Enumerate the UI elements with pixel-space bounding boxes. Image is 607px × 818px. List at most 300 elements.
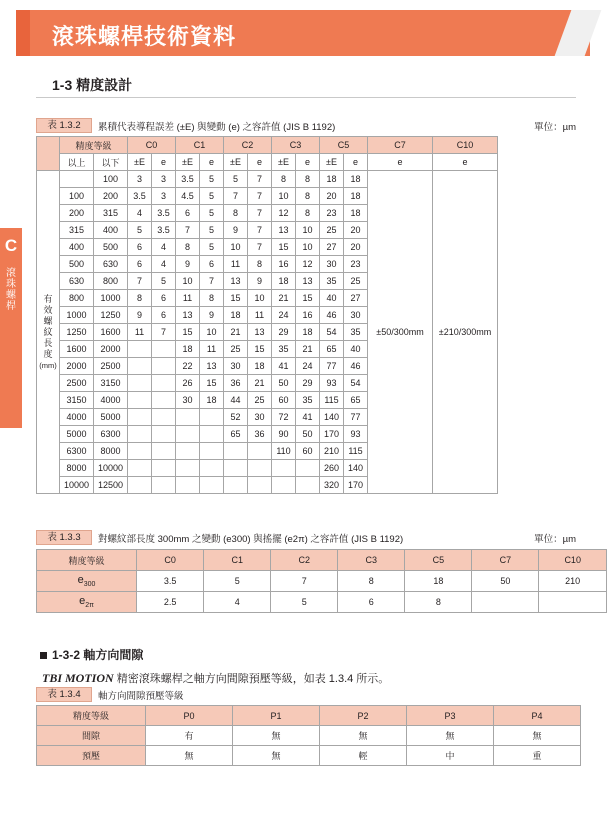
cell-to: 400 (94, 222, 128, 239)
table-132-subhdr: ±E (128, 154, 152, 171)
cell: 60 (296, 443, 320, 460)
cell (128, 443, 152, 460)
table-132-caption: 累積代表導程誤差 (±E) 與變動 (e) 之容許值 (JIS B 1192) (98, 122, 336, 133)
cell: 18 (272, 273, 296, 290)
table-134 (36, 705, 581, 766)
table-133-row-label-e300 (37, 571, 137, 592)
cell: 25 (248, 392, 272, 409)
cell: 50 (472, 571, 539, 592)
cell: 18 (344, 171, 368, 188)
cell: 30 (344, 307, 368, 324)
cell: 8 (128, 290, 152, 307)
table-133-caption-row (36, 530, 576, 545)
cell: 140 (320, 409, 344, 426)
table-134-tag: 表 1.3.4 (36, 687, 92, 702)
header-accent-bar (16, 10, 30, 56)
cell: 8 (200, 290, 224, 307)
cell: 無 (146, 746, 233, 766)
cell: 5 (271, 592, 338, 613)
table-133-grade-c1: C1 (204, 550, 271, 571)
table-133 (36, 549, 607, 613)
cell: 12 (272, 205, 296, 222)
cell: 8 (296, 205, 320, 222)
table-132-grade-c3: C3 (272, 137, 320, 154)
cell: 13 (224, 273, 248, 290)
cell-from: 630 (60, 273, 94, 290)
cell: 8 (296, 188, 320, 205)
cell (176, 409, 200, 426)
cell-from: 100 (60, 188, 94, 205)
row-label-char: 效 (43, 304, 53, 315)
cell: 50 (272, 375, 296, 392)
table-134-grade-p0: P0 (146, 706, 233, 726)
cell (248, 443, 272, 460)
cell: 15 (296, 290, 320, 307)
cell (200, 460, 224, 477)
cell: 44 (224, 392, 248, 409)
cell: 10 (272, 188, 296, 205)
cell: 16 (296, 307, 320, 324)
cell: 13 (272, 222, 296, 239)
cell: 5 (200, 222, 224, 239)
cell: 18 (344, 205, 368, 222)
cell: 3.5 (137, 571, 204, 592)
cell (224, 477, 248, 494)
cell-to: 1250 (94, 307, 128, 324)
table-132-subhdr: e (433, 154, 498, 171)
cell: 21 (224, 324, 248, 341)
cell (152, 409, 176, 426)
cell: 6 (128, 239, 152, 256)
table-row (37, 171, 498, 188)
table-132-subhdr: e (200, 154, 224, 171)
cell: 18 (248, 358, 272, 375)
table-133-grade-label: 精度等級 (37, 550, 137, 571)
cell-to: 1000 (94, 290, 128, 307)
cell: 7 (248, 222, 272, 239)
cell: 無 (407, 726, 494, 746)
cell (176, 460, 200, 477)
cell-from: 8000 (60, 460, 94, 477)
table-132-subhdr: e (152, 154, 176, 171)
cell: 18 (320, 171, 344, 188)
bullet-square-icon (40, 652, 47, 659)
cell: 25 (224, 341, 248, 358)
cell: 9 (128, 307, 152, 324)
cell: 6 (128, 256, 152, 273)
cell (296, 477, 320, 494)
row-label-char: (mm) (39, 360, 57, 370)
cell: 10 (224, 239, 248, 256)
row-label-symbol: e (79, 595, 86, 608)
table-132-subhdr: ±E (176, 154, 200, 171)
cell: 7 (248, 188, 272, 205)
cell: 140 (344, 460, 368, 477)
cell: 30 (248, 409, 272, 426)
cell-to: 100 (94, 171, 128, 188)
table-132-grade-c10: C10 (433, 137, 498, 154)
table-row (37, 726, 581, 746)
table-133-grade-c3: C3 (338, 550, 405, 571)
cell (472, 592, 539, 613)
cell (272, 460, 296, 477)
cell: 18 (200, 392, 224, 409)
cell (128, 341, 152, 358)
cell: 18 (176, 341, 200, 358)
cell: 7 (200, 273, 224, 290)
cell: 4.5 (176, 188, 200, 205)
row-label-symbol: e (77, 574, 84, 587)
cell-from: 400 (60, 239, 94, 256)
cell: 5 (200, 171, 224, 188)
cell: 65 (224, 426, 248, 443)
cell: 93 (320, 375, 344, 392)
cell: 5 (200, 239, 224, 256)
cell: 93 (344, 426, 368, 443)
cell-to: 2500 (94, 358, 128, 375)
cell: 11 (248, 307, 272, 324)
cell-to: 6300 (94, 426, 128, 443)
cell: 2.5 (137, 592, 204, 613)
cell: 22 (176, 358, 200, 375)
cell: 4 (152, 239, 176, 256)
cell (272, 477, 296, 494)
cell: 170 (320, 426, 344, 443)
side-tab-letter: C (4, 236, 18, 255)
cell: 5 (204, 571, 271, 592)
cell: 15 (176, 324, 200, 341)
cell: 20 (344, 239, 368, 256)
cell (176, 426, 200, 443)
table-132-row-label (37, 171, 60, 494)
cell-from: 800 (60, 290, 94, 307)
table-132-subhdr: e (344, 154, 368, 171)
cell: 3 (152, 188, 176, 205)
table-134-grade-p1: P1 (233, 706, 320, 726)
table-132-subhdr: e (248, 154, 272, 171)
table-132-subhdr: ±E (272, 154, 296, 171)
cell: 無 (233, 746, 320, 766)
cell: 25 (344, 273, 368, 290)
cell (128, 375, 152, 392)
table-132-grade-c0: C0 (128, 137, 176, 154)
cell: 46 (344, 358, 368, 375)
cell-from: 2000 (60, 358, 94, 375)
cell: 10 (176, 273, 200, 290)
table-134-caption-row (36, 687, 576, 702)
cell: 110 (272, 443, 296, 460)
cell: 中 (407, 746, 494, 766)
table-132-subhdr: 以下 (94, 154, 128, 171)
cell: 36 (224, 375, 248, 392)
cell: 6 (152, 290, 176, 307)
cell: 20 (344, 222, 368, 239)
subsection-heading-text: 1-3-2 軸方向間隙 (52, 648, 144, 662)
cell: 11 (176, 290, 200, 307)
cell: 30 (176, 392, 200, 409)
table-133-row-label-e2pi (37, 592, 137, 613)
row-label-subscript: 2π (85, 601, 94, 609)
cell: 15 (200, 375, 224, 392)
cell (224, 443, 248, 460)
table-132-grade-c5: C5 (320, 137, 368, 154)
cell: 重 (494, 746, 581, 766)
cell: 15 (272, 239, 296, 256)
table-134-caption: 軸方向間隙預壓等級 (98, 691, 184, 702)
cell: 21 (272, 290, 296, 307)
table-132-grade-c1: C1 (176, 137, 224, 154)
brand-name: TBI MOTION (42, 671, 114, 685)
cell: 5 (152, 273, 176, 290)
subsection-note (42, 670, 389, 686)
cell: 6 (152, 307, 176, 324)
cell (128, 409, 152, 426)
cell: 9 (224, 222, 248, 239)
cell: 50 (296, 426, 320, 443)
row-label-char: 紋 (43, 326, 53, 337)
cell: 無 (494, 726, 581, 746)
cell: 7 (224, 188, 248, 205)
cell-to: 5000 (94, 409, 128, 426)
cell: 46 (320, 307, 344, 324)
table-133-grade-c7: C7 (472, 550, 539, 571)
cell-from: 10000 (60, 477, 94, 494)
table-134-grade-p3: P3 (407, 706, 494, 726)
cell: 12 (296, 256, 320, 273)
table-132-tag: 表 1.3.2 (36, 118, 92, 133)
cell-to: 630 (94, 256, 128, 273)
subsection-heading-1-3-2 (40, 646, 143, 663)
table-133-grade-c10: C10 (539, 550, 607, 571)
cell: 6 (338, 592, 405, 613)
cell: 77 (320, 358, 344, 375)
cell: 9 (200, 307, 224, 324)
page-header (0, 10, 607, 56)
note-text: 精密滾珠螺桿之軸方向間隙預壓等級，如表 1.3.4 所示。 (116, 673, 390, 685)
cell: 10 (296, 222, 320, 239)
cell: 無 (320, 726, 407, 746)
table-132-subhdr: 以上 (60, 154, 94, 171)
cell: 36 (248, 426, 272, 443)
cell: 7 (248, 205, 272, 222)
cell: 10 (248, 290, 272, 307)
cell: 170 (344, 477, 368, 494)
cell: 11 (200, 341, 224, 358)
row-label-char: 螺 (43, 315, 53, 326)
table-134-grade-p4: P4 (494, 706, 581, 726)
table-132-subhdr: e (296, 154, 320, 171)
cell (128, 426, 152, 443)
cell (152, 358, 176, 375)
cell-to: 8000 (94, 443, 128, 460)
cell: 10 (296, 239, 320, 256)
cell (152, 443, 176, 460)
cell (200, 477, 224, 494)
cell: 13 (248, 324, 272, 341)
cell (128, 460, 152, 477)
table-132-grade-c2: C2 (224, 137, 272, 154)
cell: 115 (344, 443, 368, 460)
section-heading-1-3: 1-3 精度設計 (52, 77, 133, 93)
cell-from (60, 171, 94, 188)
table-134-grade-p2: P2 (320, 706, 407, 726)
cell: 30 (224, 358, 248, 375)
cell: 6 (200, 256, 224, 273)
cell: 35 (344, 324, 368, 341)
cell: 41 (296, 409, 320, 426)
cell: 260 (320, 460, 344, 477)
cell-to: 12500 (94, 477, 128, 494)
cell: 29 (296, 375, 320, 392)
table-132-subhdr: ±E (224, 154, 248, 171)
table-132-c7-value: ±50/300mm (368, 171, 433, 494)
cell (128, 477, 152, 494)
table-134-row-label-backlash: 間隙 (37, 726, 146, 746)
cell: 26 (176, 375, 200, 392)
cell: 65 (320, 341, 344, 358)
cell: 35 (272, 341, 296, 358)
cell: 18 (224, 307, 248, 324)
cell-to: 10000 (94, 460, 128, 477)
cell: 35 (296, 392, 320, 409)
cell: 無 (233, 726, 320, 746)
cell-from: 315 (60, 222, 94, 239)
cell: 7 (271, 571, 338, 592)
cell-to: 500 (94, 239, 128, 256)
table-133-unit: 單位：µm (534, 534, 576, 545)
cell: 27 (344, 290, 368, 307)
cell: 有 (146, 726, 233, 746)
table-134-grade-label: 精度等級 (37, 706, 146, 726)
cell: 4 (128, 205, 152, 222)
cell: 11 (128, 324, 152, 341)
cell-from: 1600 (60, 341, 94, 358)
cell: 18 (405, 571, 472, 592)
cell: 77 (344, 409, 368, 426)
cell: 4 (204, 592, 271, 613)
cell-from: 2500 (60, 375, 94, 392)
cell (152, 341, 176, 358)
row-label-char: 有 (43, 293, 53, 304)
table-132-grade-label: 精度等級 (60, 137, 128, 154)
table-133-grade-c2: C2 (271, 550, 338, 571)
cell (296, 460, 320, 477)
cell-to: 200 (94, 188, 128, 205)
cell: 18 (296, 324, 320, 341)
cell: 10 (200, 324, 224, 341)
table-132-unit: 單位：µm (534, 122, 576, 133)
table-row (37, 746, 581, 766)
cell: 13 (200, 358, 224, 375)
cell (176, 477, 200, 494)
cell-from: 6300 (60, 443, 94, 460)
cell-from: 3150 (60, 392, 94, 409)
cell: 60 (272, 392, 296, 409)
table-row (37, 137, 498, 154)
row-label-subscript: 300 (83, 580, 96, 588)
cell: 7 (176, 222, 200, 239)
cell: 18 (344, 188, 368, 205)
cell (539, 592, 607, 613)
table-132-grade-c7: C7 (368, 137, 433, 154)
cell-from: 500 (60, 256, 94, 273)
cell (176, 443, 200, 460)
cell: 41 (272, 358, 296, 375)
table-133-tag: 表 1.3.3 (36, 530, 92, 545)
cell: 40 (320, 290, 344, 307)
cell: 35 (320, 273, 344, 290)
cell (152, 426, 176, 443)
cell: 23 (320, 205, 344, 222)
cell-to: 3150 (94, 375, 128, 392)
cell: 21 (248, 375, 272, 392)
cell (152, 460, 176, 477)
cell: 52 (224, 409, 248, 426)
cell-to: 2000 (94, 341, 128, 358)
cell: 9 (176, 256, 200, 273)
cell: 8 (176, 239, 200, 256)
cell: 29 (272, 324, 296, 341)
cell: 6 (176, 205, 200, 222)
cell: 27 (320, 239, 344, 256)
cell: 3 (152, 171, 176, 188)
table-133-grade-c5: C5 (405, 550, 472, 571)
cell: 3.5 (176, 171, 200, 188)
cell: 210 (320, 443, 344, 460)
cell: 8 (248, 256, 272, 273)
cell (200, 426, 224, 443)
row-label-char: 度 (43, 348, 53, 359)
table-133-caption: 對螺紋部長度 300mm 之變動 (e300) 與搖擺 (e2π) 之容許值 (JIS B 1192) (98, 534, 404, 545)
table-133-grade-c0: C0 (137, 550, 204, 571)
cell (152, 477, 176, 494)
table-132-c10-value: ±210/300mm (433, 171, 498, 494)
cell: 24 (296, 358, 320, 375)
table-132 (36, 136, 498, 494)
cell (152, 375, 176, 392)
cell: 5 (200, 188, 224, 205)
cell: 24 (272, 307, 296, 324)
cell-from: 1000 (60, 307, 94, 324)
cell: 15 (224, 290, 248, 307)
cell: 15 (248, 341, 272, 358)
cell-from: 4000 (60, 409, 94, 426)
cell: 8 (338, 571, 405, 592)
cell: 3.5 (152, 222, 176, 239)
cell (224, 460, 248, 477)
cell (200, 443, 224, 460)
table-132-subhdr: ±E (320, 154, 344, 171)
table-row (37, 706, 581, 726)
cell: 210 (539, 571, 607, 592)
cell: 7 (248, 171, 272, 188)
cell: 7 (128, 273, 152, 290)
cell: 9 (248, 273, 272, 290)
cell (128, 392, 152, 409)
cell: 23 (344, 256, 368, 273)
table-134-row-label-preload: 預壓 (37, 746, 146, 766)
cell: 8 (296, 171, 320, 188)
table-row (37, 571, 607, 592)
cell-from: 1250 (60, 324, 94, 341)
table-row (37, 592, 607, 613)
cell (152, 392, 176, 409)
side-tab-label: 滾珠螺桿 (6, 268, 16, 312)
cell: 7 (152, 324, 176, 341)
table-132-subhdr: e (368, 154, 433, 171)
cell: 13 (176, 307, 200, 324)
cell: 輕 (320, 746, 407, 766)
